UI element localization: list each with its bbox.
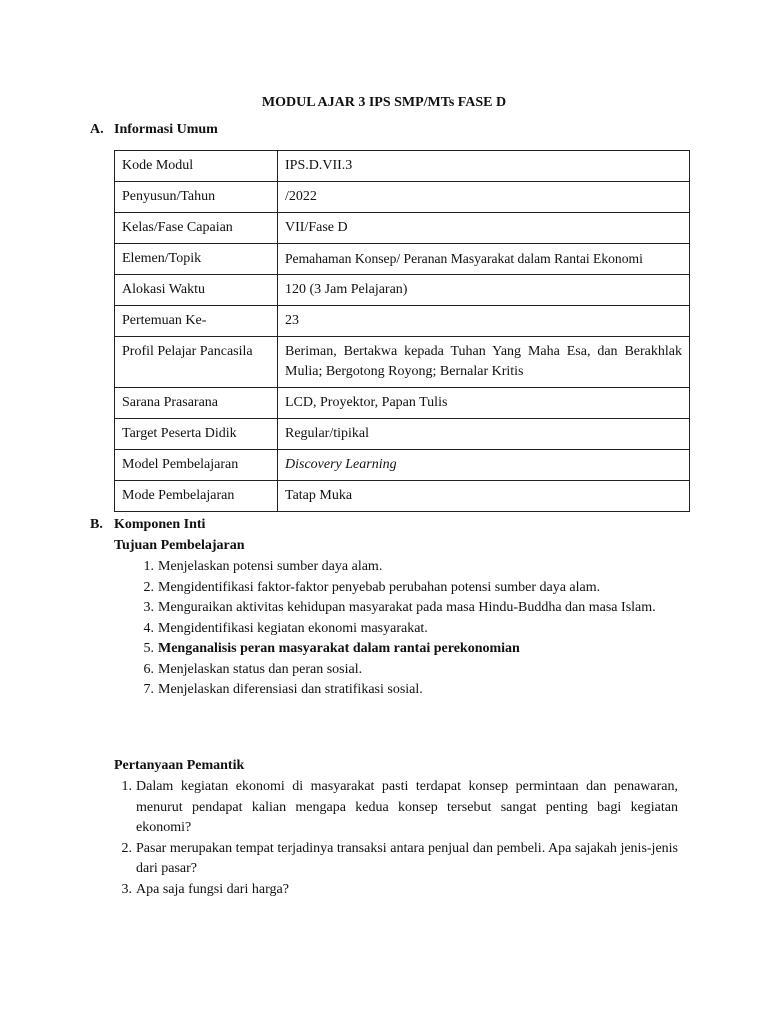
- item-text: Mengidentifikasi faktor-faktor penyebab perubahan potensi sumber daya alam.: [158, 579, 601, 595]
- row-value: 120 (3 Jam Pelajaran): [278, 275, 690, 306]
- row-value: IPS.D.VII.3: [278, 151, 690, 182]
- item-number: 6.: [143, 661, 154, 677]
- table-row: [115, 419, 690, 450]
- objectives-list: [143, 557, 668, 701]
- questions-heading: Pertanyaan Pemantik: [114, 758, 245, 773]
- table-row: [115, 388, 690, 419]
- row-key: Penyusun/Tahun: [115, 182, 278, 213]
- document-title: MODUL AJAR 3 IPS SMP/MTs FASE D: [261, 95, 507, 110]
- list-item: [143, 557, 668, 578]
- row-key: Kelas/Fase Capaian: [115, 213, 278, 244]
- row-key: Kode Modul: [115, 151, 278, 182]
- row-value: Regular/tipikal: [278, 419, 690, 450]
- row-value: 23: [278, 306, 690, 337]
- section-a-heading: [90, 122, 218, 138]
- list-item: [143, 598, 668, 619]
- row-key: Elemen/Topik: [115, 244, 278, 275]
- row-key: Profil Pelajar Pancasila: [115, 337, 278, 388]
- list-item: [143, 619, 668, 640]
- table-row: [115, 450, 690, 481]
- item-text: Menguraikan aktivitas kehidupan masyarakat pada masa Hindu-Buddha dan masa Islam.: [158, 600, 656, 615]
- row-key: Sarana Prasarana: [115, 388, 278, 419]
- row-key: Pertemuan Ke-: [115, 306, 278, 337]
- item-text: Mengidentifikasi kegiatan ekonomi masyarakat.: [158, 620, 428, 636]
- table-row: [115, 275, 690, 306]
- list-item: [121, 839, 678, 880]
- table-row: [115, 481, 690, 512]
- row-value: Pemahaman Konsep/ Peranan Masyarakat dalam Rantai Ekonomi: [278, 244, 690, 275]
- table-row: [115, 182, 690, 213]
- row-key: Mode Pembelajaran: [115, 481, 278, 512]
- item-number: 3.: [143, 600, 154, 615]
- item-text: Apa saja fungsi dari harga?: [136, 881, 289, 897]
- item-text: Menjelaskan diferensiasi dan stratifikasi sosial.: [158, 682, 423, 697]
- item-number: 3.: [121, 881, 132, 897]
- row-value: Tatap Muka: [278, 481, 690, 512]
- list-item: [121, 777, 678, 839]
- item-number: 1.: [143, 559, 154, 574]
- list-item: [143, 680, 668, 701]
- item-text: Pasar merupakan tempat terjadinya transaksi antara penjual dan pembeli. Apa sajakah jenis-jenis dari pasar?: [136, 840, 678, 876]
- row-key: Alokasi Waktu: [115, 275, 278, 306]
- info-table: [114, 150, 690, 512]
- list-item: [143, 660, 668, 681]
- section-b-letter: B.: [90, 517, 103, 532]
- row-value: /2022: [278, 182, 690, 213]
- list-item: [143, 578, 668, 599]
- row-value: Discovery Learning: [278, 450, 690, 481]
- row-key: Model Pembelajaran: [115, 450, 278, 481]
- section-b-title: Komponen Inti: [114, 517, 206, 532]
- item-number: 4.: [143, 620, 154, 636]
- table-row: [115, 151, 690, 182]
- item-number: 7.: [143, 682, 154, 697]
- row-value: VII/Fase D: [278, 213, 690, 244]
- section-b-heading: [90, 517, 205, 533]
- item-number: 2.: [121, 840, 132, 856]
- objectives-heading: Tujuan Pembelajaran: [114, 538, 245, 553]
- table-row: [115, 337, 690, 388]
- item-number: 1.: [121, 779, 132, 794]
- section-a-title: Informasi Umum: [114, 122, 218, 137]
- row-value: LCD, Proyektor, Papan Tulis: [278, 388, 690, 419]
- questions-list: [121, 777, 678, 900]
- table-row: [115, 244, 690, 275]
- item-number: 2.: [143, 579, 154, 595]
- item-text: Menganalisis peran masyarakat dalam rantai perekonomian: [158, 641, 520, 656]
- list-item: [143, 639, 668, 660]
- item-number: 5.: [143, 641, 154, 656]
- table-row: [115, 213, 690, 244]
- section-a-letter: A.: [90, 122, 104, 137]
- row-value: Beriman, Bertakwa kepada Tuhan Yang Maha Esa, dan Berakhlak Mulia; Bergotong Royong; Bernalar Kritis: [278, 337, 690, 388]
- table-row: [115, 306, 690, 337]
- item-text: Dalam kegiatan ekonomi di masyarakat pasti terdapat konsep permintaan dan penawaran, menurut pendapat kalian mengapa kedua konsep tersebut sangat penting bagi kegiatan ekonomi?: [136, 779, 678, 835]
- item-text: Menjelaskan potensi sumber daya alam.: [158, 559, 383, 574]
- row-key: Target Peserta Didik: [115, 419, 278, 450]
- list-item: [121, 880, 678, 901]
- item-text: Menjelaskan status dan peran sosial.: [158, 661, 363, 677]
